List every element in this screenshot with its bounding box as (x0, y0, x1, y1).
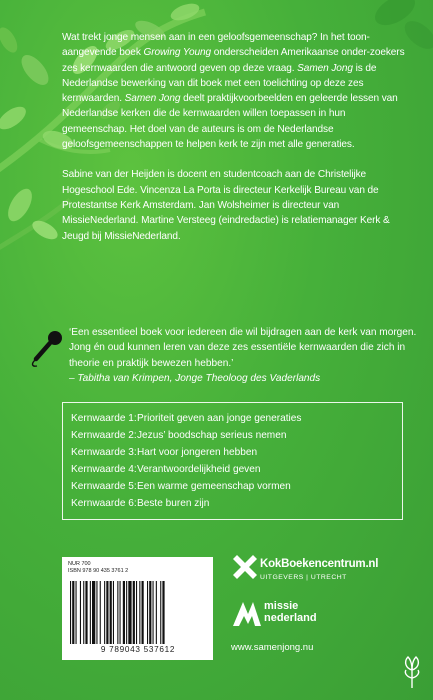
missie-name-line: nederland (264, 612, 317, 624)
list-item (71, 462, 260, 478)
barcode-bar (160, 581, 161, 644)
barcode-bar (149, 581, 151, 644)
barcode-bar (80, 581, 81, 644)
nur-code: NUR 700 (68, 561, 91, 567)
barcode-bar (147, 581, 148, 644)
barcode-bar (126, 581, 127, 644)
list-item (71, 496, 209, 512)
barcode-bar (133, 581, 135, 644)
kernwaarde-number: Kernwaarde 3: (71, 447, 137, 458)
barcode-bar (90, 581, 91, 644)
barcode-bar (123, 581, 125, 644)
kernwaarde-text: Een warme gemeenschap vormen (137, 481, 291, 492)
kernwaarde-number: Kernwaarde 1: (71, 413, 137, 424)
kok-publisher-subtitle: UITGEVERS | UTRECHT (260, 574, 347, 581)
barcode-bar (70, 581, 71, 644)
barcode-bar (85, 581, 87, 644)
barcode-bar (162, 581, 164, 644)
barcode-bar (100, 581, 101, 644)
website-url: www.samenjong.nu (231, 642, 314, 653)
missie-publisher-name (264, 600, 317, 624)
kok-publisher-name: KokBoekencentrum.nl (260, 558, 379, 570)
missie-nederland-logo (231, 598, 421, 628)
barcode-bar (120, 581, 121, 644)
barcode-bar (72, 581, 74, 644)
quote-text: ‘Een essentieel boek voor iedereen die wil bijdragen aan de kerk van morgen. Jong én oud kunnen leren van deze zes essentiële kernwaarden die zich in theorie en praktijk bewezen hebben.’ (69, 327, 417, 369)
kernwaarde-number: Kernwaarde 2: (71, 430, 137, 441)
barcode-bar (139, 581, 140, 644)
barcode-bar (153, 581, 154, 644)
barcode-bar (142, 581, 144, 644)
kernwaarde-text: Jezus’ boodschap serieus nemen (137, 430, 287, 441)
kernwaarde-number: Kernwaarde 4: (71, 464, 137, 475)
barcode-bar (92, 581, 95, 644)
barcode-bar (110, 581, 112, 644)
kernwaarde-number: Kernwaarde 5: (71, 481, 137, 492)
kernwaarde-text: Hart voor jongeren hebben (137, 447, 258, 458)
barcode-digits: 9 789043 537612 (100, 645, 176, 654)
missie-name-line: missie (264, 600, 299, 612)
barcode-bar (76, 581, 77, 644)
blurb-text (62, 30, 410, 259)
blurb-text-run: deelt praktijkvoorbeelden en geleerde lessen van Nederlandse kerken die de kernwaarden willen toepassen in hun gemeenschap. Het doel van de auteurs is om de Nederlandse geloofsgemeenschappen te helpen kerk te zijn met alle generaties. (62, 93, 398, 151)
book-title-growing-young: Growing Young (143, 47, 212, 59)
blurb-paragraph-authors: Sabine van der Heijden is docent en studentcoach aan de Christelijke Hogeschool Ede. Vincenza La Porta is directeur Kerkelijk Bureau van de Protestantse Kerk Amsterdam. Jan Wolsheimer is directeur van MissieNederland. Martine Versteeg (eindredactie) is relatiemanager Kerk & Jeugd bij MissieNederland. (62, 169, 390, 242)
barcode-bars (68, 581, 207, 644)
list-item (71, 428, 286, 444)
kernwaarde-text: Prioriteit geven aan jonge generaties (137, 413, 302, 424)
blurb-paragraph-description (62, 30, 410, 152)
barcode-bar (117, 581, 118, 644)
barcode-bar (113, 581, 114, 644)
barcode-bar (83, 581, 84, 644)
kernwaarde-number: Kernwaarde 6: (71, 498, 137, 509)
barcode-bar (128, 581, 131, 644)
barcode-bar (136, 581, 137, 644)
microphone-icon (28, 329, 64, 369)
barcode-bar (104, 581, 105, 644)
barcode-bar (106, 581, 108, 644)
isbn-text: ISBN 978 90 435 3761 2 (68, 568, 129, 574)
barcode-label (62, 557, 213, 660)
publisher-flower-icon (399, 650, 425, 690)
barcode-bar (96, 581, 97, 644)
book-title-samen-jong: Samen Jong (297, 62, 353, 74)
list-item (71, 445, 257, 461)
list-item (71, 411, 301, 427)
kernwaarden-list (62, 402, 403, 520)
quote-source: – Tabitha van Krimpen, Jonge Theoloog des Vaderlands (69, 372, 321, 384)
blurb-text-run: onderscheiden Amerikaanse onder-zoekers zes kernwaarden die antwoord geven op deze vraag. (62, 47, 405, 74)
kernwaarde-text: Beste buren zijn (137, 498, 210, 509)
kernwaarde-text: Verantwoordelijkheid geven (137, 464, 261, 475)
list-item (71, 479, 291, 495)
book-title-samen-jong: Samen Jong (124, 93, 181, 105)
blurb-text-run: is de Nederlandse bewerking van dit boek met een toelichting op deze zes kernwaarden. (62, 62, 377, 105)
blurb-text-run: Wat trekt jonge mensen aan in een geloofsgemeenschap? In het toon-aangevende boek (62, 32, 370, 59)
barcode-bar (156, 581, 157, 644)
